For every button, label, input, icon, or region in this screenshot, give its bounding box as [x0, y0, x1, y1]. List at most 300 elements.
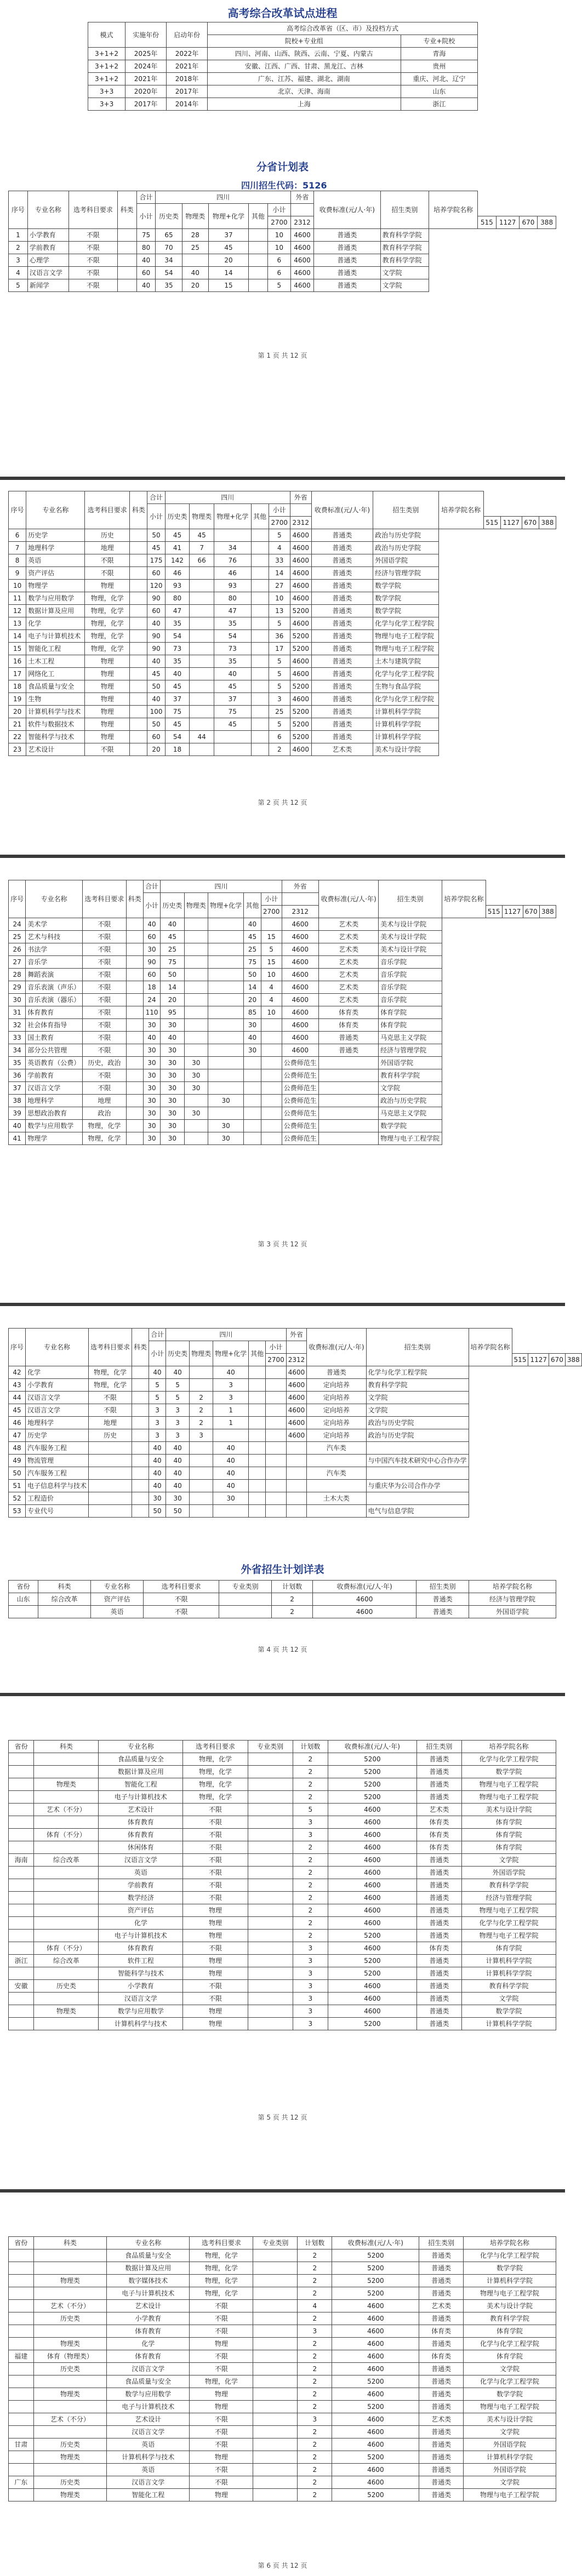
page-footer: 第 6 页 共 12 页: [258, 2562, 307, 2569]
table-cell: 4600: [313, 1606, 416, 1618]
table-cell: 文学院: [461, 1854, 556, 1867]
table-cell: 4600: [282, 956, 319, 969]
table-cell: 30: [208, 1132, 244, 1145]
table-cell: [307, 1455, 366, 1467]
table-cell: 物理，化学: [190, 2287, 253, 2300]
header-fee: 收费标准(元/人·年): [314, 191, 381, 229]
header-major: 专业名称: [26, 1329, 89, 1366]
table-cell: 普通类: [319, 1032, 379, 1044]
table-cell: [286, 1467, 307, 1480]
table-cell: 不限: [190, 2426, 253, 2438]
table-cell: [184, 931, 208, 943]
table-cell: 50: [166, 1505, 190, 1518]
table-cell: 数学与应用数学: [26, 592, 85, 605]
total-cell: 1127: [502, 906, 523, 918]
table-row: [9, 1904, 556, 1917]
table-cell: 6: [267, 254, 290, 267]
table-row: [9, 630, 556, 643]
table-cell: 计算机科学学院: [373, 718, 438, 731]
table-cell: 142: [165, 554, 190, 567]
table-cell: 不限: [69, 242, 118, 254]
table-cell: 60: [147, 567, 165, 580]
table-cell: [190, 1505, 213, 1518]
table-cell: 36: [269, 630, 290, 643]
table-cell: [248, 1854, 293, 1867]
header-comb: 物理+化学: [213, 1341, 249, 1366]
table-row: [9, 2426, 556, 2438]
table-cell: 物理与电子工程学院: [461, 1930, 556, 1942]
table-cell: 47: [214, 605, 252, 617]
table-cell: 计算机科学与技术: [107, 2451, 190, 2464]
table-cell: 3: [166, 1404, 190, 1417]
table-cell: [253, 2275, 298, 2287]
total-cell: 2700: [269, 517, 290, 529]
table-row: [9, 718, 556, 731]
table-cell: [34, 1993, 99, 2005]
table-cell: 广东: [9, 2476, 34, 2489]
table-cell: 体育教育: [26, 1006, 83, 1019]
table-cell: 30: [208, 1120, 244, 1132]
table-cell: [117, 267, 136, 279]
table-cell: [307, 1480, 366, 1492]
table-cell: [89, 1480, 132, 1492]
table-cell: 不限: [83, 994, 127, 1006]
table-cell: 46: [9, 1417, 26, 1429]
table-cell: [251, 617, 269, 630]
table-cell: [266, 1379, 287, 1392]
table-cell: [319, 1069, 379, 1082]
table-cell: [249, 1505, 266, 1518]
table-cell: [9, 1778, 34, 1791]
table-cell: 公费师范生: [282, 1120, 319, 1132]
table-cell: 四川、河南、山西、陕西、云南、宁夏、内蒙古: [207, 48, 401, 60]
table-cell: 2: [298, 2287, 332, 2300]
table-cell: 2: [293, 1930, 328, 1942]
table-cell: 政治与历史学院: [379, 1095, 442, 1107]
header-hist: 历史类: [156, 204, 182, 229]
table-cell: [249, 1379, 266, 1392]
table-cell: [190, 1366, 213, 1379]
outside-table-p6: [8, 2236, 556, 2501]
table-cell: 不限: [83, 943, 127, 956]
table-cell: 数学学院: [373, 580, 438, 592]
table-cell: [190, 655, 214, 668]
table-cell: 2: [298, 2464, 332, 2476]
table-cell: 普通类: [311, 643, 373, 655]
table-cell: 60: [147, 731, 165, 743]
table-cell: 37: [214, 693, 252, 706]
table-cell: 30: [184, 1069, 208, 1082]
table-cell: 体育类: [419, 2350, 464, 2363]
header-small: 小计: [136, 204, 156, 229]
table-cell: 美术与设计学院: [379, 918, 442, 931]
table-cell: 4600: [332, 2413, 419, 2426]
table-cell: 30: [244, 1019, 261, 1032]
table-cell: [249, 1455, 266, 1467]
table-row: [9, 2005, 556, 2018]
table-cell: 英语: [99, 1867, 183, 1879]
header-sichuan: 四川: [166, 1329, 287, 1341]
table-cell: 音乐学院: [379, 956, 442, 969]
table-cell: 4600: [290, 542, 311, 554]
table-cell: 4600: [328, 1867, 417, 1879]
table-cell: [9, 1753, 34, 1766]
table-cell: 30: [244, 1044, 261, 1057]
table-cell: 30: [143, 1044, 160, 1057]
table-cell: 体育类: [319, 1006, 379, 1019]
table-cell: 50: [147, 718, 165, 731]
header-major: 专业名称: [26, 880, 83, 918]
table-cell: 7: [9, 542, 26, 554]
table-cell: 音乐表演（器乐）: [26, 994, 83, 1006]
table-cell: 25: [244, 943, 261, 956]
table-cell: 不限: [183, 1816, 248, 1829]
table-cell: 3+3: [88, 85, 125, 98]
table-row: [9, 2451, 556, 2464]
table-cell: 艺术类: [319, 981, 379, 994]
table-cell: 4600: [332, 2300, 419, 2312]
table-cell: 40: [9, 1120, 26, 1132]
table-cell: 3: [293, 1942, 328, 1955]
table-cell: 2: [298, 2438, 332, 2451]
table-cell: 物理类: [33, 2451, 107, 2464]
table-cell: 95: [161, 1006, 184, 1019]
plan-table: [8, 880, 556, 1145]
table-cell: 公费师范生: [282, 1095, 319, 1107]
table-cell: 计算机科学学院: [461, 1955, 556, 1967]
table-cell: 普通类: [416, 1904, 461, 1917]
table-cell: 不限: [183, 1980, 248, 1993]
table-cell: [190, 1379, 213, 1392]
table-cell: 5: [166, 1392, 190, 1404]
table-cell: 食品质量与安全: [26, 680, 85, 693]
header-cell: 专业类别: [219, 1581, 272, 1593]
table-row: [9, 1967, 556, 1980]
table-cell: 70: [156, 242, 182, 254]
header-cell: 选考科目要求: [183, 1741, 248, 1753]
table-cell: [266, 1392, 287, 1404]
header-hist: 历史类: [161, 893, 184, 918]
table-cell: [9, 2426, 34, 2438]
table-cell: 54: [214, 630, 252, 643]
table-cell: 物理与电子工程学院: [373, 630, 438, 643]
table-cell: 政治: [83, 1107, 127, 1120]
header-total: 合计: [143, 880, 160, 893]
table-cell: 2: [293, 1867, 328, 1879]
table-cell: 35: [165, 617, 190, 630]
table-cell: 50: [244, 969, 261, 981]
table-cell: [9, 2262, 34, 2275]
table-cell: 体育学院: [461, 1829, 556, 1841]
table-cell: 90: [147, 592, 165, 605]
table-cell: 教育科学学院: [380, 242, 429, 254]
table-cell: 海南: [9, 1854, 34, 1867]
table-cell: 80: [214, 592, 252, 605]
table-cell: 40: [149, 1366, 166, 1379]
table-row: [9, 229, 556, 242]
header-dir: 培养学院名称: [429, 191, 478, 229]
header-req: 选考科目要求: [83, 880, 127, 918]
table-cell: 不限: [69, 229, 118, 242]
table-cell: 化学与化学工程学院: [373, 693, 438, 706]
table-cell: [307, 1505, 366, 1518]
table-cell: 2: [190, 1417, 213, 1429]
table-cell: 35: [156, 279, 182, 292]
reform-sh-2: 专业+院校: [401, 35, 477, 48]
table-cell: 美术与设计学院: [379, 943, 442, 956]
table-cell: 体育教育: [107, 2325, 190, 2338]
table-row: [9, 279, 556, 292]
table-cell: [319, 1107, 379, 1120]
table-cell: 普通类: [314, 229, 381, 242]
table-cell: 4600: [332, 2426, 419, 2438]
table-cell: 20: [208, 254, 248, 267]
table-cell: 30: [149, 1492, 166, 1505]
table-cell: 52: [9, 1492, 26, 1505]
table-row: [9, 2401, 556, 2413]
table-cell: [184, 1032, 208, 1044]
header-major: 专业名称: [26, 491, 85, 529]
table-cell: 物理，化学: [85, 605, 130, 617]
table-cell: 5200: [332, 2451, 419, 2464]
table-row: [9, 1044, 556, 1057]
table-cell: 土木与建筑学院: [373, 655, 438, 668]
table-cell: 学前教育: [27, 242, 69, 254]
table-cell: [248, 1955, 293, 1967]
table-cell: 51: [9, 1480, 26, 1492]
table-cell: 艺术类: [319, 969, 379, 981]
table-cell: 物理与电子工程学院: [464, 2287, 556, 2300]
table-cell: 3: [190, 1429, 213, 1442]
table-cell: 上海: [207, 98, 401, 111]
table-cell: 40: [213, 1442, 249, 1455]
table-cell: 18: [9, 680, 26, 693]
table-cell: 4600: [290, 529, 311, 542]
table-cell: [132, 1392, 149, 1404]
table-cell: 公费师范生: [282, 1057, 319, 1069]
table-cell: 40: [161, 1032, 184, 1044]
table-cell: 4: [9, 267, 28, 279]
table-cell: 工程造价: [26, 1492, 89, 1505]
table-cell: 不限: [190, 2350, 253, 2363]
table-cell: 安徽: [9, 1980, 34, 1993]
outside-table-p4: [8, 1580, 556, 1618]
table-row: [9, 1019, 556, 1032]
table-cell: 普通类: [311, 668, 373, 680]
header-outside-small: 小计: [267, 204, 290, 216]
table-cell: 土木工程: [26, 655, 85, 668]
table-cell: 3: [293, 1980, 328, 1993]
table-cell: 53: [9, 1505, 26, 1518]
table-cell: 2: [298, 2275, 332, 2287]
table-cell: 普通类: [416, 1753, 461, 1766]
table-cell: 食品质量与安全: [107, 2249, 190, 2262]
table-cell: 3: [213, 1379, 249, 1392]
table-row: [9, 1095, 556, 1107]
table-cell: 数学学院: [464, 2388, 556, 2401]
table-cell: 电子与计算机技术: [99, 1930, 183, 1942]
table-cell: 4600: [290, 580, 311, 592]
table-row: [9, 1980, 556, 1993]
province-code: 四川招生代码：5126: [241, 180, 327, 191]
table-cell: 4: [298, 2300, 332, 2312]
table-cell: [244, 1069, 261, 1082]
table-cell: 47: [165, 605, 190, 617]
table-cell: 化学与化学工程学院: [366, 1366, 469, 1379]
table-cell: 4600: [328, 1917, 417, 1930]
table-cell: [261, 1132, 282, 1145]
table-cell: 4600: [328, 1816, 417, 1829]
table-cell: [184, 1019, 208, 1032]
table-cell: 5: [269, 617, 290, 630]
table-cell: [126, 931, 143, 943]
table-cell: [34, 1879, 99, 1892]
table-cell: 体育类: [416, 1816, 461, 1829]
table-cell: 物理: [85, 718, 130, 731]
table-cell: 5200: [332, 2375, 419, 2388]
table-cell: 不限: [89, 1404, 132, 1417]
table-cell: 资产评估: [26, 567, 85, 580]
table-cell: 2017年: [167, 85, 208, 98]
table-cell: 不限: [83, 1006, 127, 1019]
table-row: [9, 969, 556, 981]
table-row: [9, 1955, 556, 1967]
table-cell: 4600: [328, 1904, 417, 1917]
table-cell: 4600: [332, 2312, 419, 2325]
table-cell: 小学教育: [26, 1379, 89, 1392]
table-cell: 小学教育: [107, 2312, 190, 2325]
table-cell: 25: [161, 943, 184, 956]
table-cell: [261, 1082, 282, 1095]
table-row: [9, 1993, 556, 2005]
table-cell: 文学院: [464, 2363, 556, 2375]
table-cell: 28: [9, 969, 26, 981]
table-cell: 3: [166, 1429, 190, 1442]
table-cell: [248, 1967, 293, 1980]
table-cell: 物理: [85, 680, 130, 693]
table-cell: [126, 1006, 143, 1019]
table-cell: [248, 279, 267, 292]
table-cell: [251, 706, 269, 718]
table-cell: 汽车类: [307, 1467, 366, 1480]
table-cell: 4600: [328, 1980, 417, 1993]
table-row: [9, 943, 556, 956]
table-row: [9, 1492, 582, 1505]
table-cell: [248, 1829, 293, 1841]
table-cell: [248, 1917, 293, 1930]
table-cell: 电子与计算机技术: [99, 1791, 183, 1804]
table-cell: 教育科学学院: [366, 1379, 469, 1392]
table-cell: 新闻学: [27, 279, 69, 292]
table-cell: 30: [161, 1057, 184, 1069]
table-cell: [248, 229, 267, 242]
table-cell: 马克思主义学院: [379, 1107, 442, 1120]
header-outside: 外省: [286, 1329, 307, 1341]
table-cell: 不限: [190, 2438, 253, 2451]
table-cell: [248, 1904, 293, 1917]
table-cell: 物理: [190, 2451, 253, 2464]
table-row: [88, 73, 478, 85]
table-cell: [184, 943, 208, 956]
table-cell: [244, 1120, 261, 1132]
table-cell: 45: [147, 542, 165, 554]
table-cell: 历史类: [33, 2438, 107, 2451]
table-row: [9, 2464, 556, 2476]
table-cell: 3: [293, 1967, 328, 1980]
table-cell: 4600: [328, 1804, 417, 1816]
table-cell: 73: [214, 643, 252, 655]
header-phys: 物理类: [190, 504, 214, 529]
table-cell: [251, 731, 269, 743]
table-cell: 物理，化学: [190, 2275, 253, 2287]
table-cell: [126, 1082, 143, 1095]
table-cell: 5: [149, 1392, 166, 1404]
table-cell: 2: [272, 1606, 313, 1618]
header-cell: 专业名称: [91, 1581, 144, 1593]
table-cell: 28: [182, 229, 208, 242]
table-cell: 普通类: [419, 2438, 464, 2451]
table-cell: 5: [149, 1379, 166, 1392]
table-row: [9, 2375, 556, 2388]
table-cell: 化学与化学工程学院: [461, 1753, 556, 1766]
table-cell: [248, 1980, 293, 1993]
table-cell: 定向培养: [307, 1392, 366, 1404]
table-cell: 汽车服务工程: [26, 1467, 89, 1480]
table-row: [9, 1816, 556, 1829]
total-cell: 1127: [528, 1354, 549, 1366]
table-cell: 3: [293, 2005, 328, 2018]
table-row: [88, 85, 478, 98]
table-cell: [249, 1492, 266, 1505]
table-cell: [132, 1492, 149, 1505]
table-cell: [33, 2401, 107, 2413]
table-row: [9, 567, 556, 580]
table-cell: 3: [293, 1816, 328, 1829]
table-row: [9, 542, 556, 554]
table-cell: 17: [269, 643, 290, 655]
table-cell: 75: [136, 229, 156, 242]
header-cell: 计划数: [272, 1581, 313, 1593]
table-cell: 5200: [328, 1791, 417, 1804]
table-cell: [248, 1841, 293, 1854]
table-cell: 地理科学: [26, 1417, 89, 1429]
table-cell: 普通类: [311, 680, 373, 693]
table-cell: 5200: [328, 1930, 417, 1942]
table-cell: 40: [136, 279, 156, 292]
table-cell: 普通类: [311, 630, 373, 643]
table-cell: 30: [9, 994, 26, 1006]
table-cell: 普通类: [419, 2249, 464, 2262]
table-cell: [208, 931, 244, 943]
total-cell: 1127: [500, 517, 522, 529]
table-cell: [9, 1904, 34, 1917]
table-cell: 5: [166, 1379, 190, 1392]
table-cell: 体育类: [419, 2325, 464, 2338]
table-cell: 体育类: [416, 1841, 461, 1854]
table-cell: [266, 1404, 287, 1417]
table-row: [9, 1892, 556, 1904]
header-sichuan: 四川: [161, 880, 282, 893]
table-cell: 体育类: [416, 1942, 461, 1955]
table-cell: [286, 1480, 307, 1492]
table-cell: 普通类: [311, 617, 373, 630]
reform-h-mode: 模式: [88, 22, 125, 48]
table-cell: 2025年: [125, 48, 167, 60]
table-cell: 2: [298, 2476, 332, 2489]
table-cell: 不限: [183, 1804, 248, 1816]
table-cell: [366, 1492, 469, 1505]
table-cell: 42: [9, 1366, 26, 1379]
